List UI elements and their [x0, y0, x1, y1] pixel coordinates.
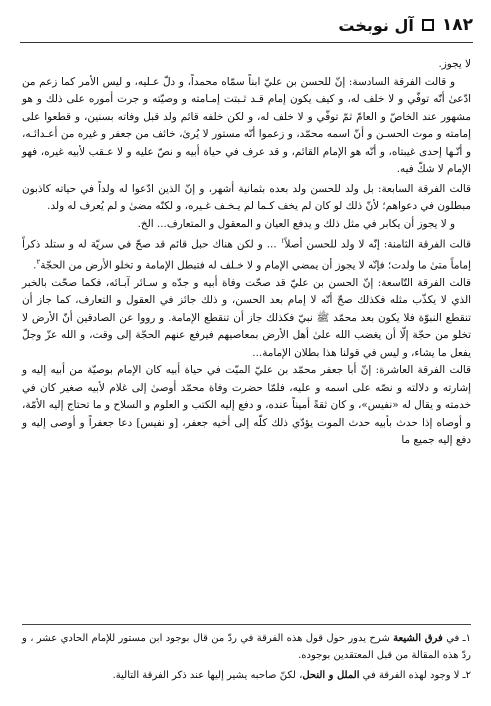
- footnote-number: ١ـ في: [446, 633, 471, 644]
- paragraph-sixth-sect: و قالت الفرقة السادسة: إنّ للحسن بن عليّ ابناً سمّاه محمداً، و دلّ عـليه، و ليس الأمر كما زعم من ادّعىٰ أنّه توفّي و لا خلف له، و كيف يكون إمام قـد ثـبتت إمـامته و وصيّته و جرت أموره على ذلك و هو مشهور عند الخاصّ و العامّ ثمّ توفّي و لا خلف له، و لكن خلفه قائم ولد قبل وفاته بسنين، و قطعوا على إمامته و موت الحسـن و أنّ اسمه محمّد، و زعموا أنّه مستور لا يُرىٰ، خائف من جعفر و غيره من أعـدائـه، و أنّـها إحدى غيبتاه، و أنّه هو الإمام القائم، و قد عرف في حياة أبيه و نصّ عليه و لا عـقب لأبيه غيره، فهو الإمام لا شكّ فيه.: [22, 75, 471, 175]
- footnote-divider: [22, 624, 471, 625]
- paragraph-text: قالت الفرقة الثامنة: إنّه لا ولد للحسن أصلاً: [284, 238, 471, 251]
- footnote-source-title: فرق الشيعة: [393, 633, 443, 644]
- paragraph-ninth-sect: قالت الفرقة التّاسعة: إنّ الحسن بن عليّ قد صحّت وفاة أبيه و جدّه و سـائر آبـائه، فكما صحّت بالخبر الذي لا يكذّب مثله فكذلك صحّ أنّه لا إمام بعد الحسن، و ذلك جائز في العقول و التعارف، كما جاز أن تنقطع النبوّة فلا يكون بعد محمّد ﷺ نبيّ فكذلك جاز أن تنقطع الإمامة. و رووا عن الصادقين أنّ الأرض لا تخلو من حجّة إلّا أن يغضب الله علىٰ أهل الأرض بمعاصيهم فيرفع عنهم الحجّة إلى وقت، و الله عزّ وجلّ يفعل ما يشاء، و ليس في قولنا هذا بطلان الإمامة...: [22, 276, 471, 359]
- running-header: [20, 8, 473, 43]
- paragraph-tenth-sect: قالت الفرقة العاشرة: إنّ أبا جعفر محمّد بن عليّ الميّت في حياة أبيه كان الإمام بوصيّة من أبيه إليه و إشارته و دلالته و نصّه على اسمه و عليه، فلمّا حضرت وفاة محمّد أوصىٰ إلى غلام لأبيه صغير كان في خدمته و يقال له «نفيس»، و كان ثقةً أميناً عنده، و دفع إليه الكتب و العلوم و السلاح و ما تحتاج إليه الأمّة، و أوصاه إذا حدث بأبيه حدث الموت يؤدّي ذلك كلّه إلى أخيه جعفر، [و نفيس] دعا جعفراً و أوصى إليه و دفع إليه جميع ما: [22, 364, 471, 447]
- footnotes: [22, 630, 471, 687]
- footnote-text: شرح يدور حول قول هذه الفرقة في ردّ من قال بوجود ابن مستور للإمام الحادي عشر ، و ردّ هذه المقالة من قبل المعتقدين بوجوده.: [22, 633, 471, 661]
- footnote-text: ، لكنّ صاحبه يشير إليها عند ذكر الفرقة التالية.: [112, 670, 303, 681]
- header-square-icon: [422, 19, 434, 31]
- footnote-marker[interactable]: ١: [280, 237, 285, 245]
- paragraph-seventh-sect: قالت الفرقة السابعة: بل ولد للحسن ولد بعده بثمانية أشهر، و إنّ الذين ادّعوا له ولداً في حياته كاذبون مبطلون في دعواهم؛ لأنّ ذلك لو كان لم يخف كـما لم يـخـف غـيره، و لكنّه مضىٰ و لم يُعرف له ولد.: [22, 182, 471, 212]
- main-text: [22, 56, 471, 450]
- footnote-number: ٢ـ لا وجود لهذه الفرقة في: [362, 670, 471, 681]
- footnote-marker[interactable]: ٢: [36, 257, 41, 266]
- footnote-1: [22, 630, 471, 664]
- paragraph-text: ... و لكن هناك حبل قائم قد صحّ في سريّة له و ستلد ذكراً إماماً متىٰ ما ولدت؛ فإنّه لا يجوز أن يمضي الإمام و لا خـلف له فتبطل الإمامة و تخلو الأرض من الحجّة: [22, 238, 471, 272]
- paragraph: لا يجوز.: [438, 58, 471, 70]
- running-title: آل نوبخت: [338, 15, 414, 35]
- footnote-source-title: الملل و النحل: [302, 670, 360, 681]
- paragraph: و لا يجوز أن يكابر في مثل ذلك و يدفع العيان و المعقول و المتعارف... الخ.: [137, 217, 455, 230]
- footnote-2: [22, 667, 471, 684]
- page-number: ١٨٢: [441, 15, 473, 35]
- paragraph-eighth-sect: قالت الفرقة الثامنة: إنّه لا ولد للحسن أصلاً$^١$ ... و لكن هناك حبل قائم قد صحّ في سريّة له و ستلد ذكراً إماماً متىٰ ما ولدت؛ فإنّه لا يجوز أن يمضي الإمام و لا خـلف له فتبطل الإمامة و تخلو الأرض من الحجّة$^٢$.: [22, 237, 471, 272]
